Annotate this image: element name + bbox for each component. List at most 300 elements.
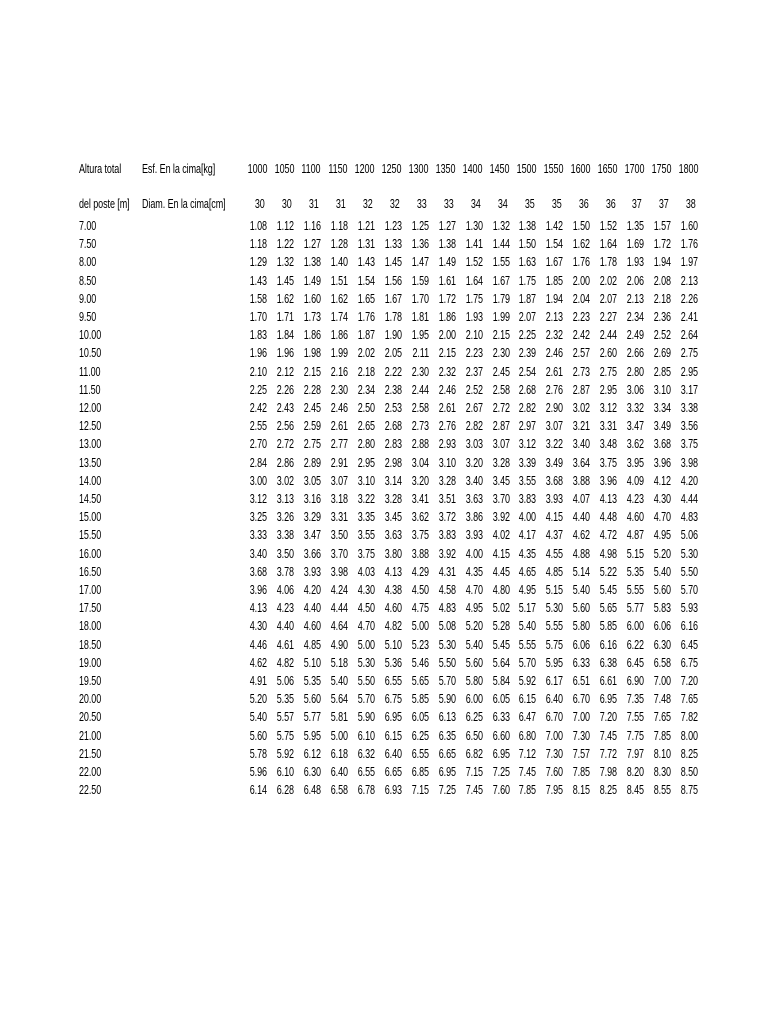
table-cell: 2.34	[626, 310, 645, 324]
header-diametro-value: 33	[443, 197, 454, 211]
table-cell: 2.32	[546, 328, 564, 343]
table-cell: 2.76	[546, 382, 564, 397]
header-esfuerzo-value: 1400	[462, 162, 483, 176]
table-cell: 6.58	[653, 655, 672, 670]
table-cell: 5.08	[438, 619, 456, 634]
table-cell: 5.20	[249, 692, 267, 707]
header-esfuerzo-value: 1700	[624, 162, 645, 176]
table-cell: 5.78	[249, 746, 267, 761]
table-cell: 4.45	[492, 564, 510, 579]
table-cell: 2.04	[573, 291, 591, 306]
row-altura-value: 14.00	[79, 473, 102, 488]
table-cell: 1.44	[492, 237, 510, 252]
table-cell: 3.07	[330, 473, 348, 488]
header-esfuerzo-label: Esf. En la cima[kg]	[142, 162, 216, 176]
table-cell: 4.44	[330, 601, 348, 616]
table-cell: 5.92	[519, 674, 537, 688]
table-cell: 6.10	[276, 765, 294, 779]
table-cell: 1.87	[519, 291, 537, 306]
table-cell: 5.50	[438, 655, 456, 670]
table-cell: 4.46	[249, 637, 267, 652]
table-cell: 2.95	[599, 382, 618, 397]
table-cell: 8.55	[653, 783, 672, 798]
table-cell: 1.97	[680, 255, 699, 270]
table-cell: 5.40	[573, 583, 591, 597]
row-altura-value: 8.00	[79, 255, 97, 270]
table-cell: 5.64	[492, 655, 510, 670]
table-cell: 7.60	[546, 765, 564, 779]
table-cell: 7.45	[519, 765, 537, 779]
table-cell: 2.11	[412, 346, 429, 361]
table-cell: 3.62	[411, 510, 429, 525]
table-cell: 3.33	[249, 528, 267, 543]
table-cell: 6.65	[438, 746, 456, 761]
table-cell: 2.61	[546, 364, 564, 379]
table-cell: 3.80	[384, 546, 402, 561]
table-cell: 3.20	[411, 473, 429, 488]
table-cell: 1.86	[330, 328, 348, 343]
table-cell: 2.46	[330, 401, 348, 415]
table-cell: 2.18	[653, 291, 672, 306]
table-cell: 2.72	[276, 437, 294, 452]
row-altura-value: 21.50	[79, 746, 102, 761]
table-cell: 5.57	[276, 710, 294, 725]
table-cell: 7.00	[546, 728, 564, 743]
table-cell: 2.80	[357, 437, 375, 452]
table-cell: 1.45	[384, 255, 402, 270]
table-cell: 4.90	[330, 637, 348, 652]
table-cell: 4.80	[492, 583, 510, 597]
table-cell: 7.82	[680, 710, 699, 725]
table-cell: 2.53	[384, 401, 402, 415]
row-altura-value: 11.50	[79, 382, 101, 397]
table-cell: 2.13	[626, 291, 645, 306]
table-cell: 5.23	[411, 637, 429, 652]
table-cell: 2.67	[465, 401, 483, 415]
table-cell: 2.45	[492, 364, 510, 379]
table-cell: 6.25	[411, 728, 429, 743]
table-cell: 1.72	[438, 291, 456, 306]
table-cell: 7.35	[626, 692, 645, 707]
table-cell: 1.42	[546, 219, 564, 233]
table-cell: 5.80	[573, 619, 591, 634]
table-cell: 4.62	[573, 528, 591, 543]
table-cell: 3.48	[599, 437, 618, 452]
table-cell: 4.20	[303, 583, 321, 597]
table-cell: 4.82	[276, 655, 294, 670]
table-cell: 4.40	[276, 619, 294, 634]
table-cell: 1.33	[384, 237, 402, 252]
table-cell: 3.14	[384, 473, 402, 488]
table-cell: 2.85	[653, 364, 672, 379]
table-cell: 3.10	[438, 455, 456, 470]
table-cell: 1.43	[249, 273, 267, 288]
table-cell: 2.23	[573, 310, 591, 324]
table-cell: 5.10	[384, 637, 402, 652]
table-cell: 2.75	[303, 437, 321, 452]
table-cell: 5.75	[276, 728, 294, 743]
table-cell: 1.63	[519, 255, 537, 270]
table-cell: 5.28	[492, 619, 510, 634]
row-altura-value: 7.00	[79, 219, 97, 233]
table-cell: 1.94	[546, 291, 564, 306]
table-cell: 5.45	[492, 637, 510, 652]
table-cell: 1.78	[599, 255, 618, 270]
table-cell: 5.85	[599, 619, 618, 634]
table-cell: 1.96	[276, 346, 294, 361]
table-cell: 1.62	[330, 291, 348, 306]
table-cell: 1.43	[357, 255, 375, 270]
table-cell: 2.05	[384, 346, 402, 361]
table-cell: 4.70	[357, 619, 375, 634]
table-cell: 3.28	[384, 492, 402, 506]
table-cell: 7.30	[546, 746, 564, 761]
table-cell: 3.45	[492, 473, 510, 488]
table-cell: 6.60	[492, 728, 510, 743]
table-cell: 2.27	[599, 310, 618, 324]
table-cell: 2.88	[411, 437, 429, 452]
table-cell: 6.00	[465, 692, 483, 707]
table-cell: 1.31	[357, 237, 375, 252]
table-cell: 3.75	[357, 546, 375, 561]
table-cell: 3.92	[438, 546, 456, 561]
table-cell: 1.86	[303, 328, 321, 343]
table-cell: 3.63	[384, 528, 402, 543]
table-cell: 4.30	[357, 583, 375, 597]
row-altura-value: 9.50	[79, 310, 97, 324]
table-cell: 8.15	[573, 783, 591, 798]
table-cell: 4.62	[249, 655, 267, 670]
table-cell: 2.38	[384, 382, 402, 397]
table-cell: 5.30	[357, 655, 375, 670]
table-cell: 2.82	[519, 401, 537, 415]
table-cell: 1.93	[465, 310, 483, 324]
table-cell: 3.31	[330, 510, 348, 525]
table-cell: 2.25	[519, 328, 537, 343]
table-cell: 5.46	[411, 655, 429, 670]
table-cell: 2.82	[465, 419, 483, 434]
table-cell: 6.40	[330, 765, 348, 779]
table-cell: 1.76	[680, 237, 699, 252]
table-cell: 2.44	[599, 328, 618, 343]
table-cell: 8.20	[626, 765, 645, 779]
table-cell: 1.38	[519, 219, 537, 233]
row-altura-value: 20.50	[79, 710, 102, 725]
table-cell: 5.77	[303, 710, 321, 725]
table-cell: 4.75	[411, 601, 429, 616]
table-cell: 5.02	[492, 601, 510, 616]
table-cell: 3.17	[680, 382, 699, 397]
table-cell: 3.40	[573, 437, 591, 452]
table-cell: 4.15	[492, 546, 510, 561]
table-cell: 1.55	[492, 255, 510, 270]
table-cell: 3.51	[438, 492, 456, 506]
table-cell: 3.26	[276, 510, 294, 525]
table-cell: 2.13	[546, 310, 564, 324]
table-cell: 2.93	[438, 437, 456, 452]
table-cell: 3.47	[303, 528, 321, 543]
table-cell: 2.73	[411, 419, 429, 434]
table-cell: 2.68	[384, 419, 402, 434]
table-cell: 7.97	[626, 746, 645, 761]
table-cell: 2.69	[653, 346, 672, 361]
table-cell: 4.60	[384, 601, 402, 616]
table-cell: 6.70	[546, 710, 564, 725]
table-cell: 3.28	[438, 473, 456, 488]
table-cell: 7.00	[573, 710, 591, 725]
row-altura-value: 10.00	[79, 328, 102, 343]
table-cell: 1.35	[626, 219, 645, 233]
table-cell: 6.85	[411, 765, 429, 779]
table-cell: 8.75	[680, 783, 699, 798]
table-cell: 1.81	[411, 310, 429, 324]
table-cell: 4.30	[653, 492, 672, 506]
table-cell: 7.20	[599, 710, 618, 725]
table-cell: 4.31	[438, 564, 456, 579]
table-cell: 3.70	[330, 546, 348, 561]
table-cell: 1.49	[303, 273, 321, 288]
table-cell: 2.73	[573, 364, 591, 379]
table-cell: 2.75	[680, 346, 699, 361]
table-cell: 3.49	[653, 419, 672, 434]
table-cell: 3.93	[546, 492, 564, 506]
table-cell: 2.66	[626, 346, 645, 361]
table-cell: 3.29	[303, 510, 321, 525]
table-cell: 2.60	[599, 346, 618, 361]
header-diametro-label: Diam. En la cima[cm]	[142, 197, 226, 211]
table-cell: 1.79	[492, 291, 510, 306]
table-cell: 2.55	[249, 419, 267, 434]
row-altura-value: 13.00	[79, 437, 102, 452]
table-cell: 4.65	[519, 564, 537, 579]
table-cell: 1.60	[303, 291, 321, 306]
table-cell: 1.62	[573, 237, 591, 252]
table-cell: 3.56	[680, 419, 699, 434]
table-cell: 6.75	[680, 655, 699, 670]
table-cell: 6.05	[492, 692, 510, 707]
table-cell: 1.94	[653, 255, 672, 270]
header-esfuerzo-value: 1250	[381, 162, 402, 176]
table-cell: 2.77	[330, 437, 348, 452]
table-cell: 1.86	[438, 310, 456, 324]
table-cell: 6.06	[653, 619, 672, 634]
table-cell: 1.49	[438, 255, 456, 270]
table-cell: 2.61	[330, 419, 348, 434]
table-cell: 1.67	[384, 291, 402, 306]
table-cell: 2.18	[357, 364, 375, 379]
table-cell: 4.12	[653, 473, 672, 488]
table-cell: 5.50	[357, 674, 375, 688]
table-cell: 3.35	[357, 510, 375, 525]
table-cell: 4.95	[653, 528, 672, 543]
table-cell: 5.50	[680, 564, 699, 579]
table-cell: 3.96	[599, 473, 618, 488]
table-cell: 4.82	[384, 619, 402, 634]
row-altura-value: 18.00	[79, 619, 102, 634]
table-cell: 5.00	[411, 619, 429, 634]
table-cell: 5.15	[546, 583, 564, 597]
table-cell: 2.56	[276, 419, 294, 434]
table-cell: 8.25	[680, 746, 699, 761]
table-cell: 5.45	[599, 583, 618, 597]
table-cell: 2.61	[438, 401, 456, 415]
table-cell: 1.69	[626, 237, 645, 252]
table-cell: 2.52	[465, 382, 483, 397]
table-cell: 5.30	[546, 601, 564, 616]
table-cell: 3.63	[465, 492, 483, 506]
table-cell: 6.32	[357, 746, 375, 761]
header-diametro-value: 31	[335, 197, 346, 211]
table-cell: 5.36	[384, 655, 402, 670]
table-cell: 2.72	[492, 401, 510, 415]
table-cell: 1.18	[249, 237, 267, 252]
table-cell: 7.25	[492, 765, 510, 779]
table-cell: 4.70	[465, 583, 483, 597]
table-cell: 3.03	[465, 437, 483, 452]
table-cell: 6.17	[546, 674, 564, 688]
table-cell: 5.30	[438, 637, 456, 652]
table-cell: 5.40	[519, 619, 537, 634]
table-cell: 1.62	[276, 291, 294, 306]
table-cell: 5.60	[573, 601, 591, 616]
table-cell: 4.40	[573, 510, 591, 525]
table-cell: 2.36	[653, 310, 672, 324]
table-cell: 3.39	[519, 455, 537, 470]
table-cell: 6.45	[680, 637, 699, 652]
table-cell: 6.48	[303, 783, 321, 798]
row-altura-value: 22.00	[79, 765, 102, 779]
table-cell: 3.22	[546, 437, 564, 452]
table-cell: 3.13	[276, 492, 294, 506]
table-cell: 1.38	[303, 255, 321, 270]
table-cell: 1.67	[546, 255, 564, 270]
table-cell: 1.27	[303, 237, 321, 252]
table-cell: 2.87	[492, 419, 510, 434]
table-cell: 3.34	[653, 401, 672, 415]
table-cell: 2.49	[626, 328, 645, 343]
table-cell: 3.50	[276, 546, 294, 561]
table-cell: 6.95	[492, 746, 510, 761]
table-cell: 4.48	[599, 510, 618, 525]
table-cell: 4.20	[680, 473, 699, 488]
table-cell: 1.64	[465, 273, 483, 288]
table-cell: 3.68	[653, 437, 672, 452]
table-cell: 7.48	[653, 692, 672, 707]
table-cell: 2.43	[276, 401, 294, 415]
table-cell: 6.15	[384, 728, 402, 743]
table-cell: 4.15	[546, 510, 564, 525]
row-altura-value: 18.50	[79, 637, 102, 652]
table-cell: 6.51	[573, 674, 591, 688]
table-cell: 7.15	[465, 765, 483, 779]
table-cell: 6.16	[680, 619, 699, 634]
table-cell: 3.62	[626, 437, 645, 452]
table-cell: 5.84	[492, 674, 510, 688]
table-cell: 4.58	[438, 583, 456, 597]
table-cell: 7.98	[599, 765, 618, 779]
table-cell: 5.60	[303, 692, 321, 707]
table-cell: 4.37	[546, 528, 564, 543]
table-cell: 1.84	[276, 328, 294, 343]
table-cell: 5.60	[653, 583, 672, 597]
table-cell: 3.75	[599, 455, 618, 470]
table-cell: 3.98	[330, 564, 348, 579]
table-cell: 2.39	[519, 346, 537, 361]
table-cell: 3.12	[249, 492, 267, 506]
table-cell: 3.66	[303, 546, 321, 561]
header-esfuerzo-value: 1350	[435, 162, 456, 176]
table-cell: 4.30	[249, 619, 267, 634]
table-cell: 3.70	[492, 492, 510, 506]
table-cell: 1.54	[357, 273, 375, 288]
table-cell: 4.88	[573, 546, 591, 561]
table-cell: 1.67	[492, 273, 510, 288]
row-altura-value: 17.50	[79, 601, 102, 616]
table-cell: 2.23	[465, 346, 483, 361]
table-cell: 4.85	[303, 637, 321, 652]
table-cell: 1.23	[384, 219, 402, 233]
table-cell: 1.71	[276, 310, 294, 324]
table-cell: 4.29	[411, 564, 429, 579]
table-cell: 2.90	[546, 401, 564, 415]
table-cell: 5.70	[357, 692, 375, 707]
table-cell: 1.75	[465, 291, 483, 306]
table-cell: 1.60	[680, 219, 699, 233]
table-cell: 5.65	[411, 674, 429, 688]
table-cell: 5.55	[626, 583, 645, 597]
header-diametro-value: 36	[578, 197, 589, 211]
row-altura-value: 15.50	[79, 528, 102, 543]
table-cell: 2.41	[680, 310, 699, 324]
table-cell: 1.93	[626, 255, 645, 270]
table-cell: 2.44	[411, 382, 429, 397]
table-cell: 1.36	[411, 237, 429, 252]
table-cell: 3.21	[573, 419, 591, 434]
table-cell: 6.95	[384, 710, 402, 725]
table-cell: 4.35	[465, 564, 483, 579]
table-cell: 2.07	[519, 310, 537, 324]
table-cell: 3.88	[411, 546, 429, 561]
table-cell: 6.06	[573, 637, 591, 652]
table-cell: 4.13	[599, 492, 618, 506]
header-diametro-value: 35	[524, 197, 535, 211]
table-cell: 2.02	[599, 273, 618, 288]
table-cell: 1.40	[330, 255, 348, 270]
table-cell: 7.65	[653, 710, 672, 725]
table-cell: 3.22	[357, 492, 375, 506]
table-cell: 3.10	[357, 473, 375, 488]
row-altura-value: 19.00	[79, 655, 102, 670]
table-cell: 5.40	[653, 564, 672, 579]
header-esfuerzo-value: 1800	[678, 162, 699, 176]
table-cell: 1.76	[573, 255, 591, 270]
table-cell: 3.06	[626, 382, 645, 397]
table-cell: 7.15	[411, 783, 429, 798]
table-cell: 6.16	[599, 637, 618, 652]
table-cell: 3.49	[546, 455, 564, 470]
table-cell: 2.46	[546, 346, 564, 361]
table-cell: 6.35	[438, 728, 456, 743]
table-cell: 7.30	[573, 728, 591, 743]
table-cell: 2.70	[249, 437, 267, 452]
table-cell: 2.00	[573, 273, 591, 288]
table-cell: 4.50	[357, 601, 375, 616]
table-cell: 4.38	[384, 583, 402, 597]
table-cell: 7.25	[438, 783, 456, 798]
table-cell: 6.33	[573, 655, 591, 670]
table-cell: 5.06	[680, 528, 699, 543]
table-cell: 3.02	[573, 401, 591, 415]
